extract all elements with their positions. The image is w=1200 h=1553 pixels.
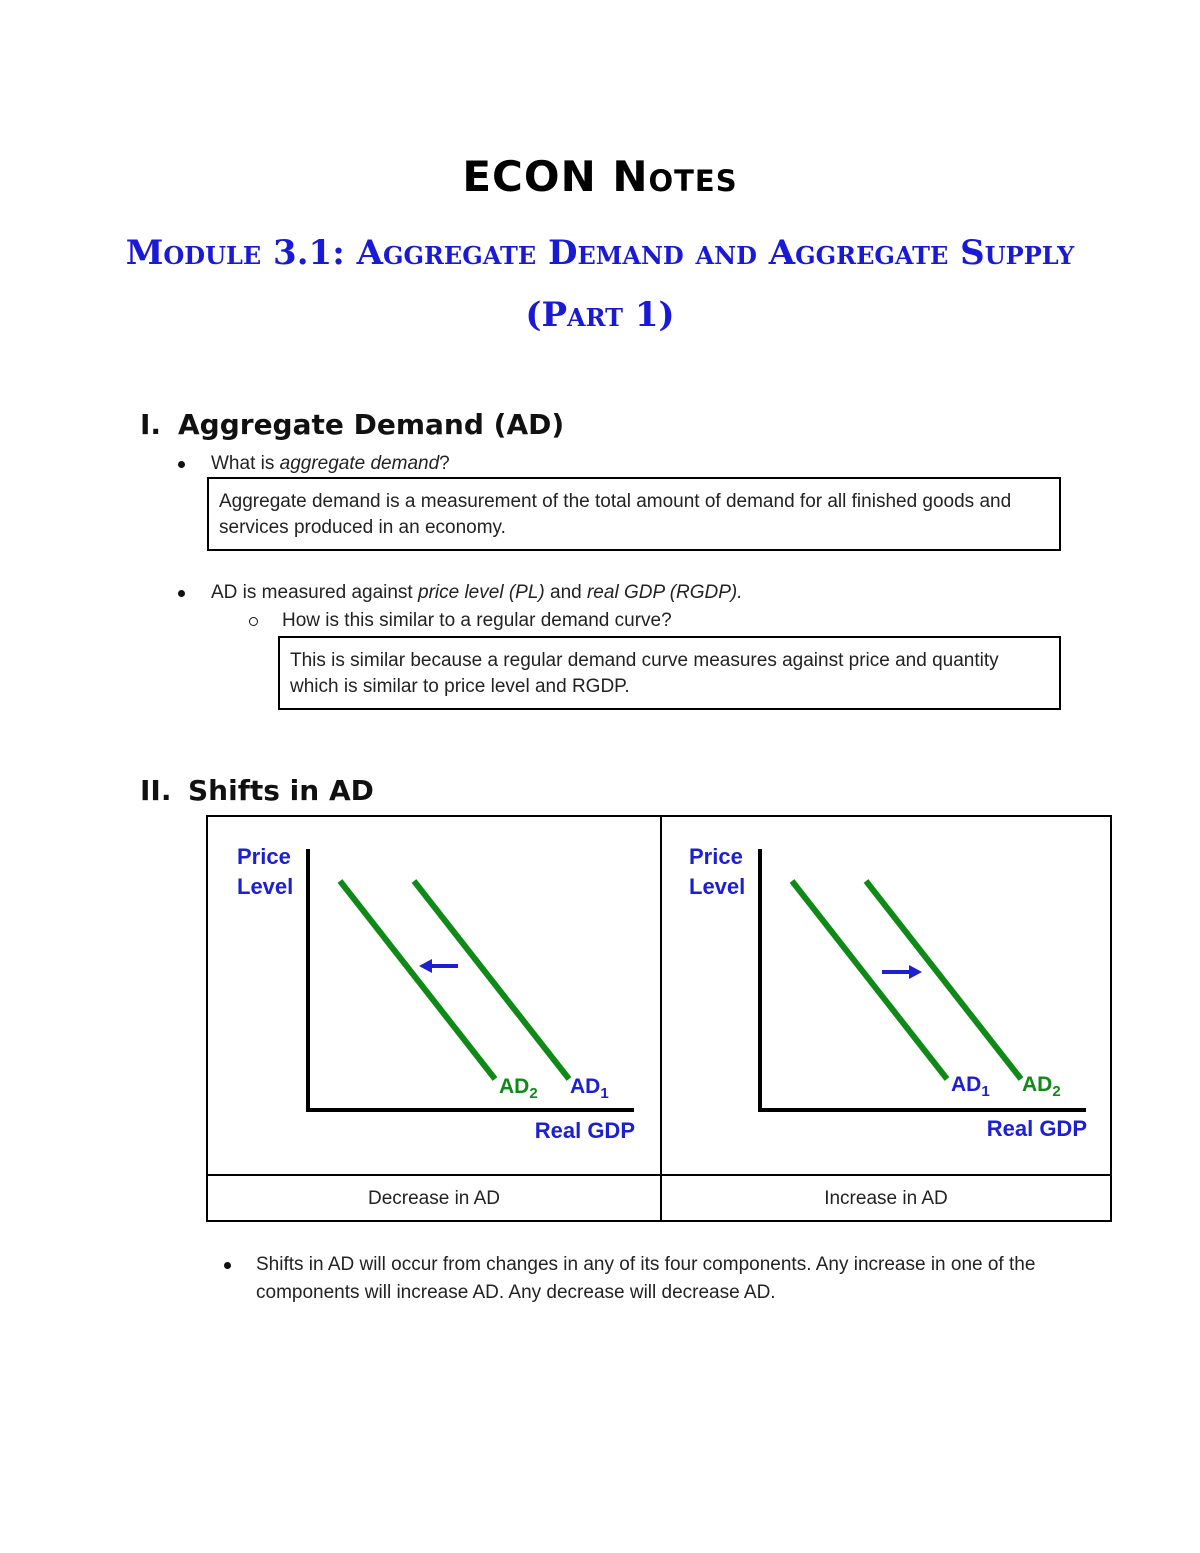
- y-axis-label-line1: Price: [237, 844, 291, 869]
- ad-increase-graph: [660, 817, 1112, 1174]
- caption-decrease: Decrease in AD: [367, 1188, 500, 1209]
- answer-2-text: This is similar because a regular demand curve measures against price and quantity which is similar to price level and RGDP.: [290, 650, 999, 697]
- bullet-dot: [224, 1262, 231, 1269]
- sub-bullet-ring: [249, 617, 258, 626]
- page-title: ECON Notes: [462, 152, 738, 201]
- table-divider-horizontal: [208, 1174, 1110, 1176]
- shift-right-arrow-icon: [909, 965, 922, 979]
- ad1-curve: [792, 881, 947, 1079]
- section-2-title: Shifts in AD: [188, 774, 374, 807]
- bullet-dot: [178, 461, 185, 468]
- section-1-number: I.: [140, 408, 162, 441]
- bullet-dot: [178, 590, 185, 597]
- module-title: Module 3.1: Aggregate Demand and Aggregate Supply (Part 1): [125, 233, 1075, 335]
- x-axis-label: Real GDP: [534, 1118, 635, 1143]
- ad-decrease-graph: [208, 817, 660, 1174]
- b2-term-rgdp: real GDP (RGDP).: [586, 582, 743, 603]
- ad1-curve: [414, 881, 569, 1079]
- b2-mid: and: [544, 582, 587, 603]
- ad2-label: $AD_2$: [1022, 1073, 1061, 1100]
- ad1-label: $AD_1$: [570, 1075, 609, 1102]
- ad2-curve: [866, 881, 1021, 1079]
- section-2-heading: [140, 774, 374, 807]
- y-axis-label-line2: Level: [237, 874, 294, 899]
- y-axis-label-line2: Level: [689, 874, 746, 899]
- x-axis-label: Real GDP: [986, 1116, 1087, 1141]
- ad2-curve: [340, 881, 495, 1079]
- q1-prefix: What is: [211, 453, 280, 474]
- shift-left-arrow-icon: [419, 959, 432, 973]
- ad2-label: $AD_2$: [499, 1075, 538, 1102]
- sub-bullet-question: How is this similar to a regular demand curve?: [282, 610, 672, 631]
- bullet-measure: [211, 579, 743, 607]
- section-1-heading: [140, 408, 564, 441]
- q1-suffix: ?: [439, 453, 450, 474]
- y-axis-label-line1: Price: [689, 844, 743, 869]
- b2-term-price-level: price level (PL): [418, 582, 545, 603]
- ad1-label: $AD_1$: [951, 1073, 990, 1100]
- bullet-shifts: Shifts in AD will occur from changes in any of its four components. Any increase in one of the components will increase AD. Any decrease will decrease AD.: [256, 1254, 1036, 1303]
- caption-increase: Increase in AD: [824, 1188, 948, 1209]
- answer-1-text: Aggregate demand is a measurement of the total amount of demand for all finished goods and services produced in an economy.: [219, 491, 1012, 538]
- q1-term: aggregate demand: [279, 453, 440, 474]
- section-2-number: II.: [140, 774, 172, 807]
- shift-figure-table: [206, 815, 1112, 1222]
- answer-box-2: [278, 636, 1061, 710]
- answer-box-1: [207, 477, 1061, 551]
- section-1-title: Aggregate Demand (AD): [178, 408, 565, 441]
- bullet-question-1: [211, 450, 450, 478]
- b2-prefix: AD is measured against: [211, 582, 418, 603]
